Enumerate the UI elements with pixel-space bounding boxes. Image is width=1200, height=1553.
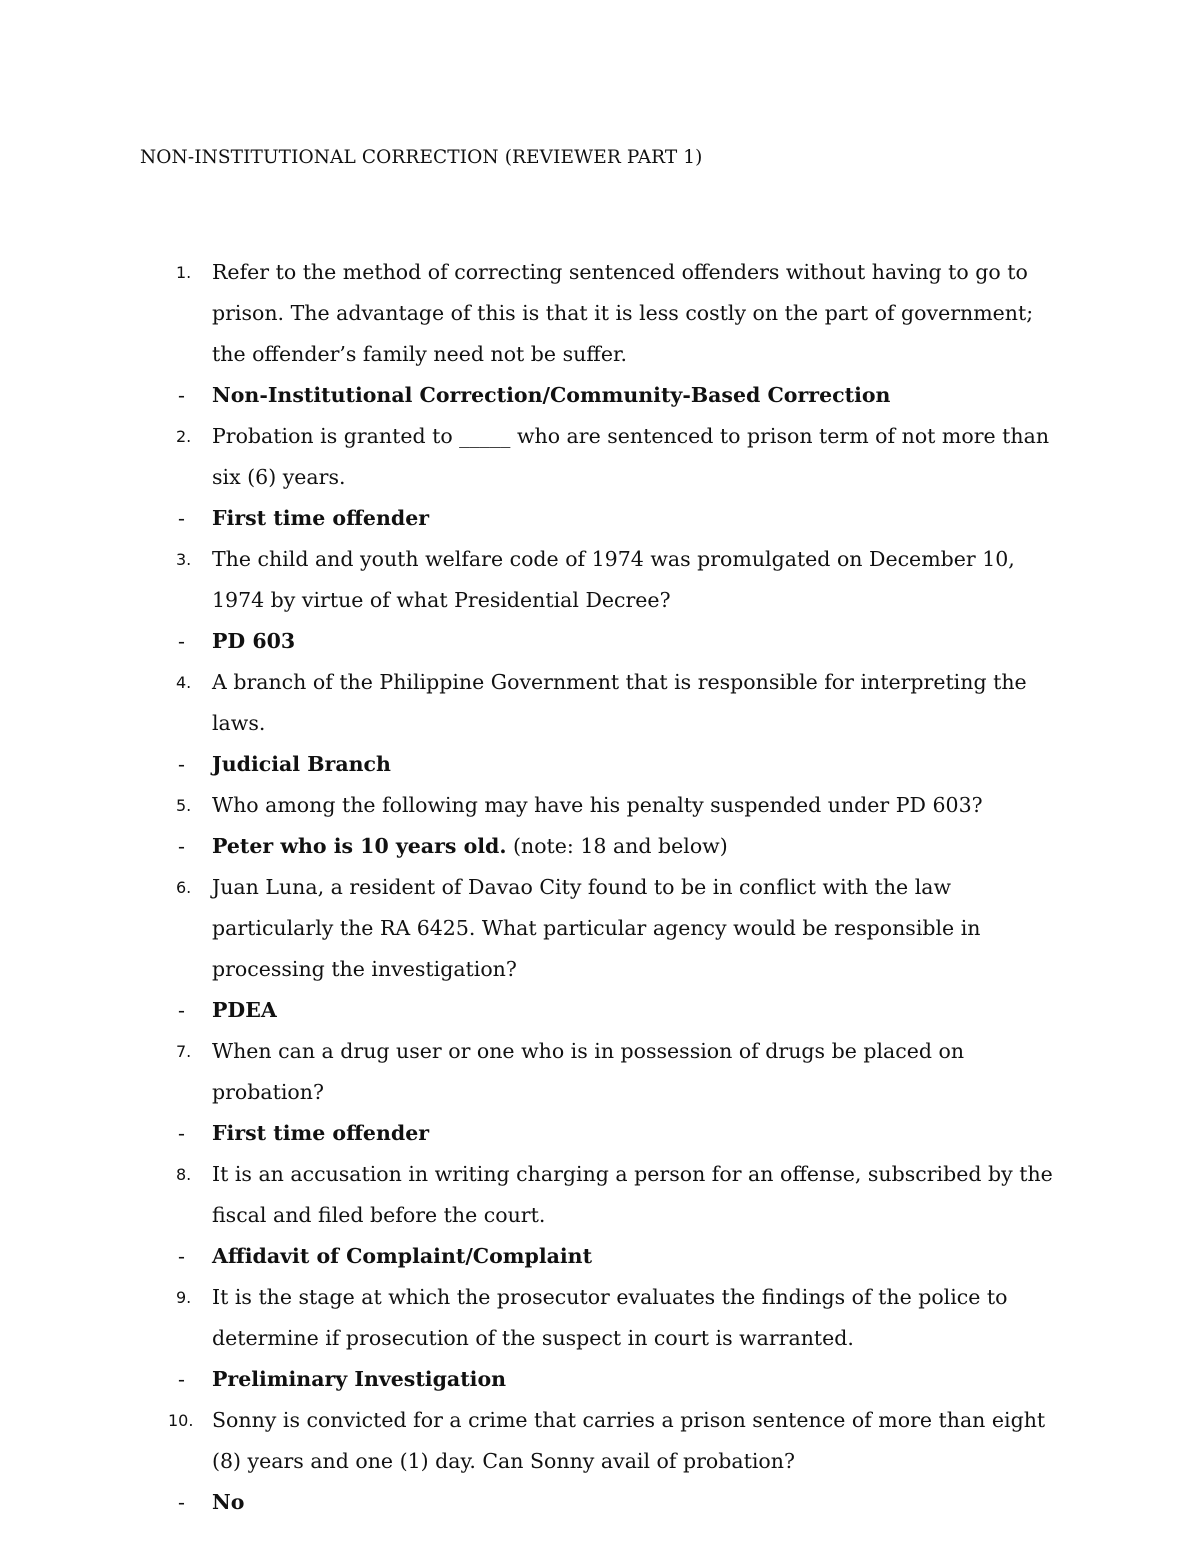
question-item [0,1031,1200,1113]
answer-dash: - [178,834,185,858]
answer-text [212,1359,1062,1400]
question-text: Probation is granted to _____ who are sentenced to prison term of not more than six (6) years. [212,424,1050,489]
answer-dash: - [178,752,185,776]
question-text: The child and youth welfare code of 1974 was promulgated on December 10, 1974 by virtue of what Presidential Decree? [212,547,1015,612]
answer-item [0,1113,1200,1154]
answer-text [212,1482,1062,1523]
question-item [0,1277,1200,1359]
answer-dash: - [178,383,185,407]
answer-bold: PD 603 [212,629,296,653]
question-text: Refer to the method of correcting sentenced offenders without having to go to prison. The advantage of this is that it is less costly on the part of government; the offender’s family need not be suffer. [212,260,1034,366]
question-answer-list [0,252,1200,1523]
answer-item [0,621,1200,662]
answer-bold: Peter who is 10 years old. [212,834,507,858]
answer-text [212,744,1062,785]
question-item [0,1400,1200,1482]
question-item [0,252,1200,375]
answer-bold: Judicial Branch [212,752,391,776]
answer-bold: First time offender [212,1121,430,1145]
question-number: 7. [176,1042,192,1061]
answer-bold: First time offender [212,506,430,530]
answer-text [212,826,1062,867]
answer-dash: - [178,1367,185,1391]
answer-text [212,1113,1062,1154]
answer-bold: Non-Institutional Correction/Community-Based Correction [212,383,891,407]
answer-bold: PDEA [212,998,277,1022]
question-text: Sonny is convicted for a crime that carries a prison sentence of more than eight (8) years and one (1) day. Can Sonny avail of probation? [212,1408,1046,1473]
answer-item [0,498,1200,539]
answer-dash: - [178,629,185,653]
answer-item [0,1482,1200,1523]
answer-dash: - [178,1121,185,1145]
question-item [0,539,1200,621]
question-text: A branch of the Philippine Government that is responsible for interpreting the laws. [212,670,1027,735]
question-text: Juan Luna, a resident of Davao City found to be in conflict with the law particularly the RA 6425. What particular agency would be responsible in processing the investigation? [212,875,981,981]
answer-item [0,1236,1200,1277]
question-item [0,1154,1200,1236]
question-item [0,785,1200,826]
question-number: 9. [176,1288,192,1307]
answer-text [212,498,1062,539]
answer-text [212,1236,1062,1277]
question-number: 8. [176,1165,192,1184]
question-number: 4. [176,673,192,692]
answer-bold: No [212,1490,245,1514]
answer-item [0,375,1200,416]
answer-bold: Preliminary Investigation [212,1367,507,1391]
answer-dash: - [178,998,185,1022]
question-item [0,867,1200,990]
question-text: When can a drug user or one who is in possession of drugs be placed on probation? [212,1039,965,1104]
question-number: 6. [176,878,192,897]
document-title: NON-INSTITUTIONAL CORRECTION (REVIEWER PART 1) [140,147,703,168]
answer-bold: Affidavit of Complaint/Complaint [212,1244,593,1268]
answer-item [0,990,1200,1031]
question-text: It is an accusation in writing charging a person for an offense, subscribed by the fiscal and filed before the court. [212,1162,1053,1227]
question-number: 10. [168,1411,194,1430]
answer-item [0,1359,1200,1400]
question-number: 1. [176,263,192,282]
answer-dash: - [178,1490,185,1514]
question-number: 5. [176,796,192,815]
question-item [0,416,1200,498]
question-text: Who among the following may have his penalty suspended under PD 603? [212,793,983,817]
answer-note: (note: 18 and below) [506,834,728,858]
answer-item [0,826,1200,867]
answer-text [212,621,1062,662]
question-item [0,662,1200,744]
answer-text [212,375,1062,416]
answer-dash: - [178,506,185,530]
answer-text [212,990,1062,1031]
answer-item [0,744,1200,785]
question-text: It is the stage at which the prosecutor evaluates the findings of the police to determine if prosecution of the suspect in court is warranted. [212,1285,1008,1350]
question-number: 3. [176,550,192,569]
answer-dash: - [178,1244,185,1268]
question-number: 2. [176,427,192,446]
